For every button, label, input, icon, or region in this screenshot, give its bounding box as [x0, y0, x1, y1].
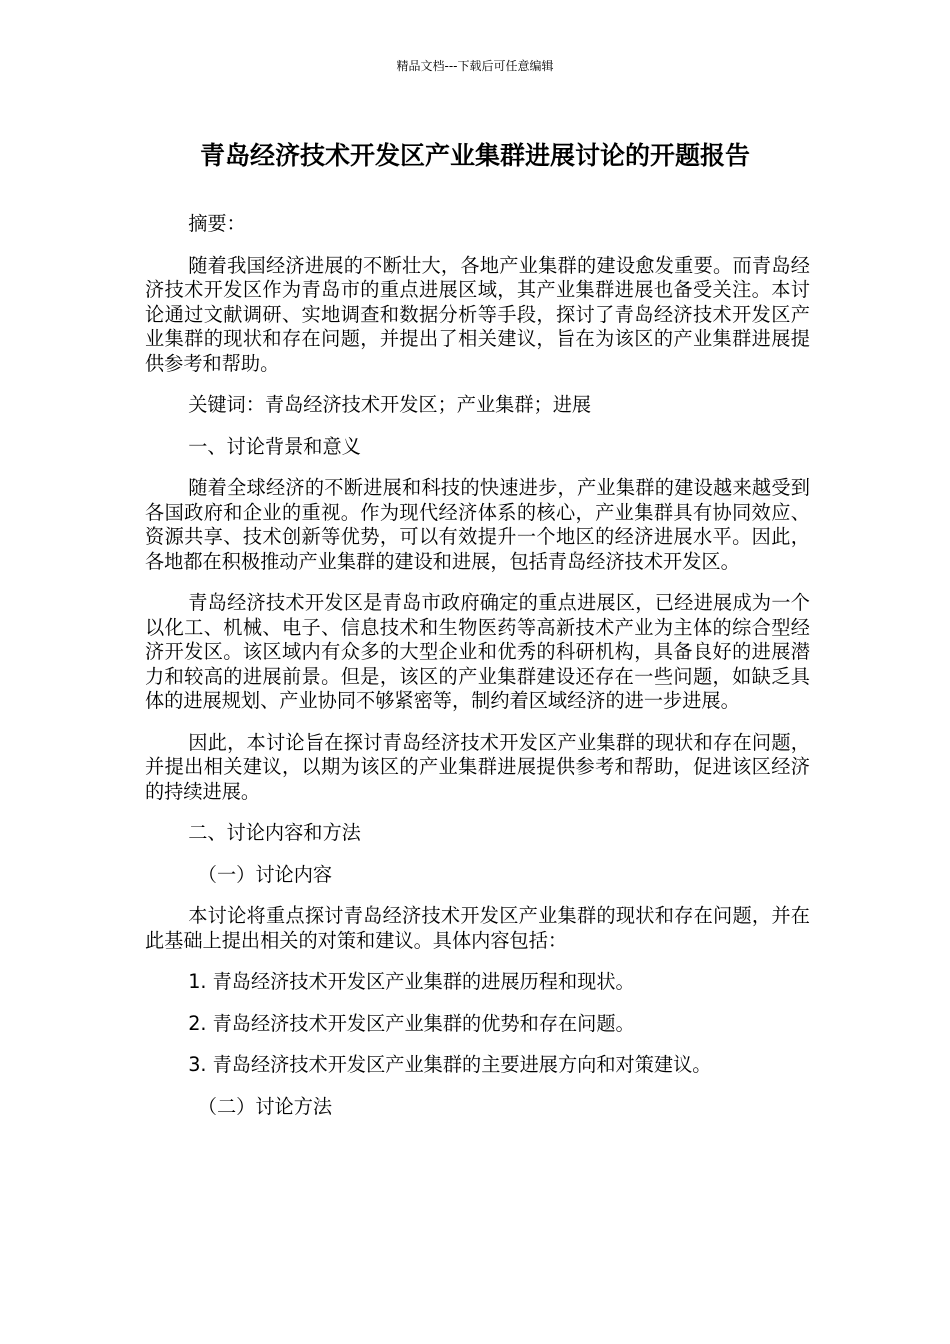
- document-title: 青岛经济技术开发区产业集群进展讨论的开题报告: [199, 141, 750, 170]
- body-paragraph: 随着全球经济的不断进展和科技的快速进步，产业集群的建设越来越受到各国政府和企业的重视。作为现代经济体系的核心，产业集群具有协同效应、资源共享、技术创新等优势，可以有效提升一个地区的经济进展水平。因此，各地都在积极推动产业集群的建设和进展，包括青岛经济技术开发区。: [145, 476, 810, 573]
- body-paragraph: 本讨论将重点探讨青岛经济技术开发区产业集群的现状和存在问题，并在此基础上提出相关的对策和建议。具体内容包括：: [145, 904, 810, 952]
- list-item: 2. 青岛经济技术开发区产业集群的优势和存在问题。: [188, 1011, 635, 1035]
- keywords-line: 关键词：青岛经济技术开发区；产业集群；进展: [188, 393, 592, 416]
- page-header-note: 精品文档---下载后可任意编辑: [396, 59, 554, 73]
- abstract-label: 摘要：: [188, 212, 246, 235]
- list-item: 1. 青岛经济技术开发区产业集群的进展历程和现状。: [188, 970, 635, 993]
- body-paragraph: 青岛经济技术开发区是青岛市政府确定的重点进展区，已经进展成为一个以化工、机械、电子、信息技术和生物医药等高新技术产业为主体的综合型经济开发区。该区域内有众多的大型企业和优秀的科研机构，具备良好的进展潜力和较高的进展前景。但是，该区的产业集群建设还存在一些问题，如缺乏具体的进展规划、产业协同不够紧密等，制约着区域经济的进一步进展。: [145, 591, 810, 712]
- abstract-paragraph: 随着我国经济进展的不断壮大，各地产业集群的建设愈发重要。而青岛经济技术开发区作为青岛市的重点进展区域，其产业集群进展也备受关注。本讨论通过文献调研、实地调查和数据分析等手段，探讨了青岛经济技术开发区产业集群的现状和存在问题，并提出了相关建议，旨在为该区的产业集群进展提供参考和帮助。: [145, 253, 810, 375]
- subsection-heading-content: （一）讨论内容: [197, 862, 333, 886]
- section-heading-background: 一、讨论背景和意义: [188, 434, 361, 458]
- section-heading-content-methods: 二、讨论内容和方法: [188, 821, 361, 844]
- list-item: 3. 青岛经济技术开发区产业集群的主要进展方向和对策建议。: [188, 1053, 712, 1076]
- subsection-heading-methods: （二）讨论方法: [197, 1094, 333, 1118]
- body-paragraph: 因此，本讨论旨在探讨青岛经济技术开发区产业集群的现状和存在问题，并提出相关建议，以期为该区的产业集群进展提供参考和帮助，促进该区经济的持续进展。: [145, 730, 810, 803]
- document-body: [145, 212, 810, 1136]
